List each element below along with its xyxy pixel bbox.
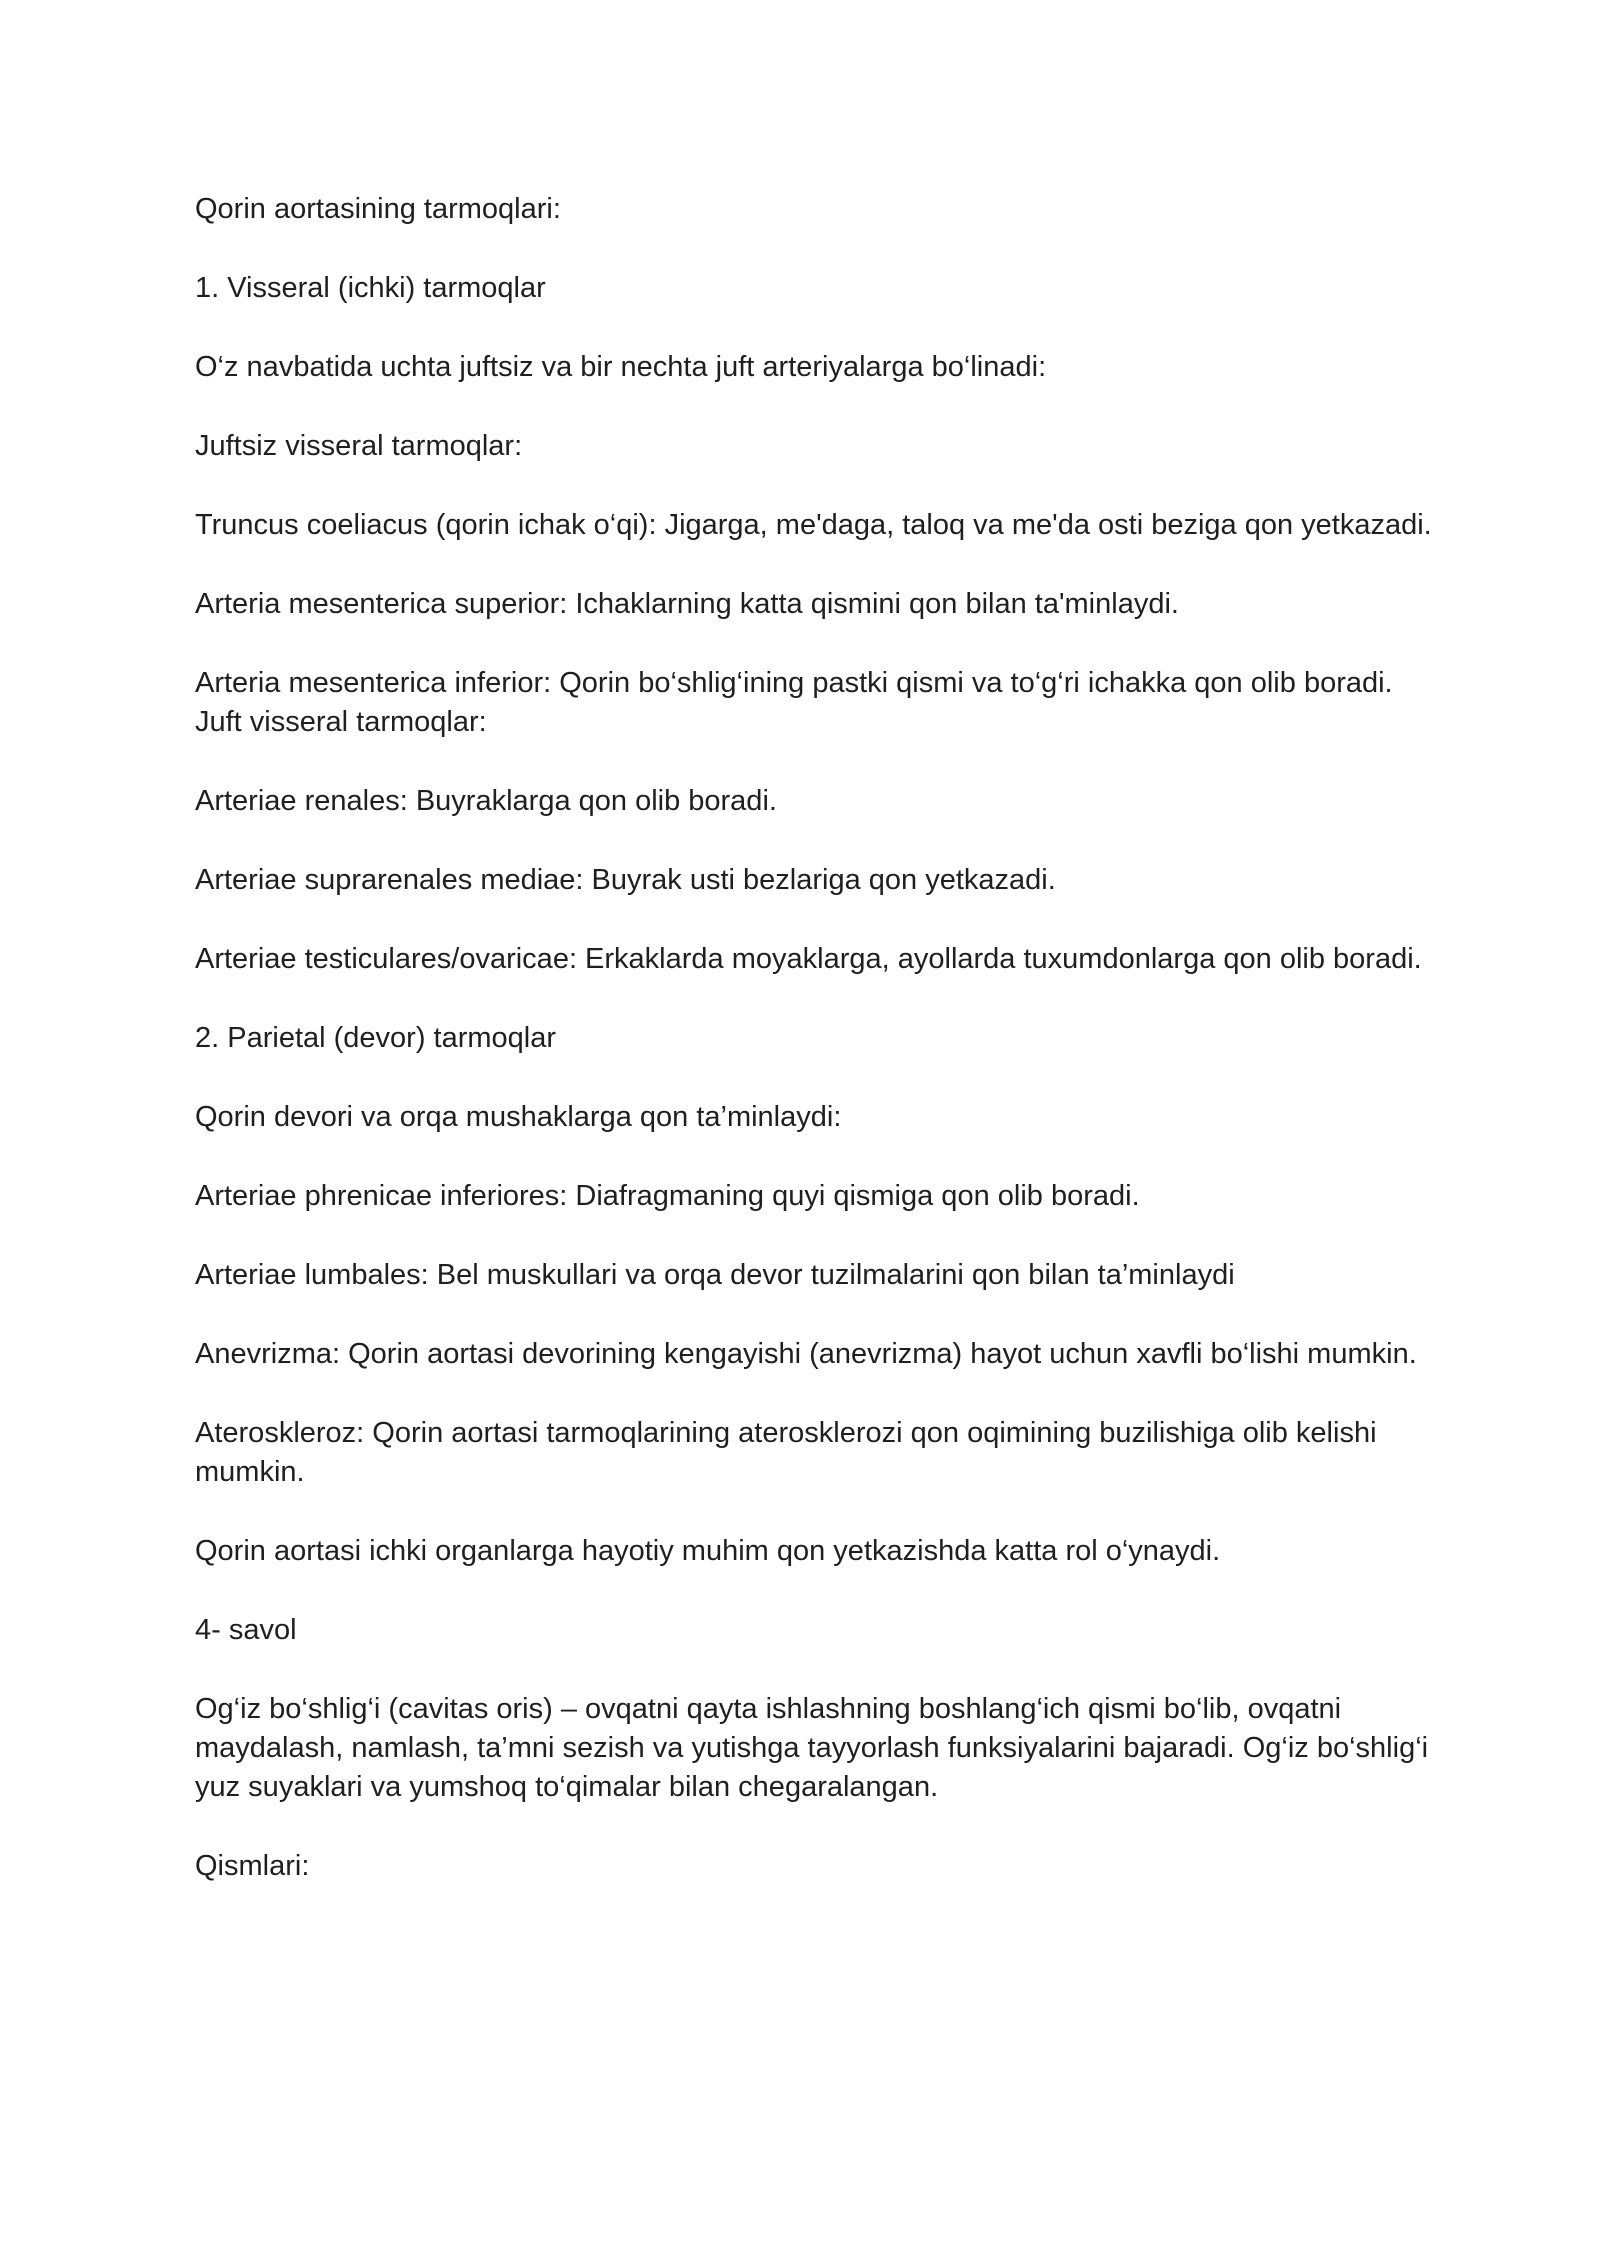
group-heading: Juftsiz visseral tarmoqlar: <box>195 430 523 462</box>
paragraph: Qorin aortasi ichki organlarga hayotiy muhim qon yetkazishda katta rol o‘ynaydi. <box>195 1535 1221 1567</box>
paragraph: Qismlari: <box>195 1850 310 1882</box>
paragraph: Arteriae phrenicae inferiores: Diafragmaning quyi qismiga qon olib boradi. <box>195 1180 1140 1212</box>
paragraph: Arteriae lumbales: Bel muskullari va orqa devor tuzilmalarini qon bilan ta’minlaydi <box>195 1259 1235 1291</box>
subsection-heading: 1. Visseral (ichki) tarmoqlar <box>195 272 546 304</box>
paragraph: Arteriae suprarenales mediae: Buyrak usti bezlariga qon yetkazadi. <box>195 864 1056 896</box>
paragraph: Anevrizma: Qorin aortasi devorining kengayishi (anevrizma) hayot uchun xavfli bo‘lishi mumkin. <box>195 1338 1417 1370</box>
group-heading: Juft visseral tarmoqlar: <box>195 706 487 738</box>
paragraph: Arteria mesenterica superior: Ichaklarning katta qismini qon bilan ta'minlaydi. <box>195 588 1179 620</box>
paragraph: Truncus coeliacus (qorin ichak o‘qi): Jigarga, me'daga, taloq va me'da osti beziga qon yetkazadi. <box>195 509 1432 541</box>
paragraph: Arteria mesenterica inferior: Qorin bo‘shlig‘ining pastki qismi va to‘g‘ri ichakka qon olib boradi. <box>195 667 1393 699</box>
paragraph: Aterоskleroz: Qorin aortasi tarmoqlarining aterosklerozi qon oqimining buzilishiga olib kelishi mumkin. <box>195 1417 1377 1488</box>
paragraph: Arteriae testiculares/ovaricae: Erkaklarda moyaklarga, ayollarda tuxumdonlarga qon olib boradi. <box>195 943 1422 975</box>
paragraph: Arteriae renales: Buyraklarga qon olib boradi. <box>195 785 777 817</box>
paragraph: Qorin devori va orqa mushaklarga qon ta’minlaydi: <box>195 1101 842 1133</box>
question-heading: 4- savol <box>195 1614 297 1646</box>
paragraph: Og‘iz bo‘shlig‘i (cavitas oris) – ovqatni qayta ishlashning boshlang‘ich qismi bo‘lib, ovqatni maydalash, namlash, ta’mni sezish va yutishga tayyorlash funksiyalarini bajaradi. Og‘iz bo‘shlig‘i yuz suyaklari va yumshoq to‘qimalar bilan chegaralangan. <box>195 1693 1429 1803</box>
paragraph: O‘z navbatida uchta juftsiz va bir nechta juft arteriyalarga bo‘linadi: <box>195 351 1047 383</box>
document-body <box>195 190 1435 1926</box>
subsection-heading: 2. Parietal (devor) tarmoqlar <box>195 1022 557 1054</box>
section-heading: Qorin aortasining tarmoqlari: <box>195 193 561 225</box>
